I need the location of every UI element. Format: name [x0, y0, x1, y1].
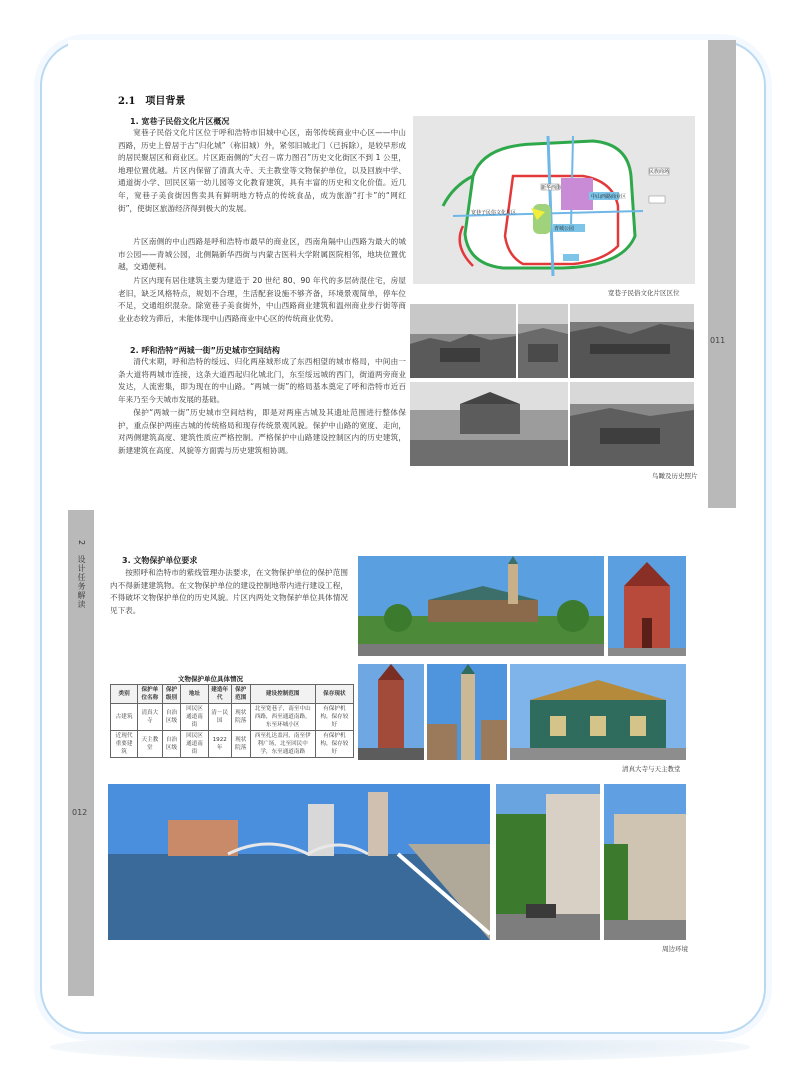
table-header-cell: 保护范围: [231, 685, 250, 704]
table-header-cell: 保护级别: [162, 685, 181, 704]
table-cell: 古建筑: [111, 704, 138, 731]
mosque-facade-photo: [510, 664, 686, 760]
table-cell: 回民区通道南街: [181, 704, 208, 731]
table-row: [111, 704, 354, 731]
surroundings-caption: 周边环境: [662, 945, 688, 953]
historic-photo-1: [410, 304, 516, 378]
table-header-cell: 建设控制范围: [250, 685, 315, 704]
paragraph-1: 宽巷子民俗文化片区位于呼和浩特市旧城中心区，南邻传统商业中心区——中山西路，历史上曾居于古“归化城”（称旧城）外，紧邻旧城北门（已拆除），是较早形成的居民聚居区和商业区。片区距南侧的“大召－席力图召”历史文化街区不到 1 公里，地理位置优越。片区内保留了清真大寺、天主教堂等文物保护单位，以及回族中学、通道街小学、回民区第一幼儿园等文化教育建筑，具有丰富的历史和文化价值。近几年，宽巷子美食街因售卖具有鲜明地方特点的传统食品，成为旅游“打卡”的“网红街”，使街区旅游经济得到极大的发展。: [118, 128, 406, 213]
map-label-north-road: 新华西街: [541, 185, 562, 191]
table-cell: 近现代重要建筑: [111, 731, 138, 758]
historic-photo-5: [570, 382, 694, 466]
table-cell: 清真大寺: [138, 704, 162, 731]
frame-shadow: [50, 1032, 750, 1062]
table-cell: 现状院落: [231, 731, 250, 758]
table-header-cell: 保护单位名称: [138, 685, 162, 704]
table-row: [111, 731, 354, 758]
paragraph-3: 片区内现有居住建筑主要为建造于 20 世纪 80、90 年代的多层砖混住宅，房屋老旧，缺乏风格特点，规划不合理，生活配套设施不够齐备，环境景观简单，停车位不足，交通组织混杂。除宽巷子美食街外，中山西路商业建筑和温州商业步行街等商业业态较为滞后，未能体现中山西路商业中心区的传统商业优势。: [118, 276, 406, 323]
table-cell: 有保护机构，保存较好: [315, 731, 353, 758]
page-number-012: 012: [72, 808, 88, 817]
table-cell: 1922 年: [208, 731, 231, 758]
table-cell: 自治区级: [162, 731, 181, 758]
table-title: 文物保护单位具体情况: [178, 675, 243, 683]
table-cell: 北至宽巷子，南至中山西路，西至通道南路，东至环城小区: [250, 704, 315, 731]
table-cell: 有保护机构，保存较好: [315, 704, 353, 731]
paragraph-2: 片区南侧的中山西路是呼和浩特市最早的商业区，西南角隔中山西路为最大的城市公园——青城公园，北侧隔新华西街与内蒙古医科大学附属医院相邻，地块位置优越，交通便利。: [118, 237, 406, 272]
table-cell: 天主教堂: [138, 731, 162, 758]
paragraph-5: 保护“两城一街”历史城市空间结构，即是对两座古城及其遗址范围进行整体保护，重点保护两座古城的传统格局和现存传统景观风貌。保护中山路的宽度、走向，对两侧建筑高度、建筑性质应严格控制。严格保护中山路建设控制区内的历史建筑，新建建筑在高度、风貌等方面需与历史建筑相协调。: [118, 408, 406, 455]
table-cell: 清－民国: [208, 704, 231, 731]
street-photo: [496, 784, 600, 940]
table-header-cell: 建造年代: [208, 685, 231, 704]
historic-photo-2: [518, 304, 568, 378]
table-header-cell: 保存现状: [315, 685, 353, 704]
table-cell: 西至扎达盖河，南至伊利广场，北至回民中学，东至通道南路: [250, 731, 315, 758]
subheading-3: 3. 文物保护单位要求: [122, 556, 198, 565]
historic-photo-3: [570, 304, 694, 378]
minaret-photo: [427, 664, 507, 760]
page-number-011: 011: [710, 336, 726, 345]
page-011-side-tab: [708, 40, 734, 508]
paragraph-6: 按照呼和浩特市的紫线管理办法要求，在文物保护单位的保护范围内不得新建建筑物。在文物保护单位的建设控制地带内进行建设工程，不得破坏文物保护单位的历史风貌。片区内两处文物保护单位具体情况见下表。: [110, 568, 348, 615]
map-caption: 宽巷子民俗文化片区区位: [608, 289, 680, 297]
paragraph-4: 清代末期，呼和浩特的绥远、归化两座城形成了东西相望的城市格局，中间由一条大道将两城市连接，这条大道西起归化城北门，东至绥远城的西门，街道两旁商业发达，人流密集，即为现在的中山路。“两城一街”的格局基本奠定了呼和浩特市近百年来乃至今天城市发展的基础。: [118, 357, 406, 404]
church-photo: [608, 556, 686, 656]
chapter-side-label: 2 设计任务解读: [77, 540, 86, 610]
table-header-cell: 类别: [111, 685, 138, 704]
table-cell: 自治区级: [162, 704, 181, 731]
map-label-commercial: 中山西路商业区: [591, 194, 627, 200]
location-map: [413, 116, 695, 284]
heritage-table: [110, 684, 354, 758]
table-header-row: [111, 685, 354, 704]
table-cell: 现状院落: [231, 704, 250, 731]
mosque-courtyard-photo: [358, 556, 604, 656]
table-header-cell: 地址: [181, 685, 208, 704]
map-label-east: 民族商场: [649, 169, 670, 175]
photos-caption: 鸟瞰及历史照片: [652, 472, 698, 480]
building-photo: [604, 784, 686, 940]
church-tower-photo: [358, 664, 424, 760]
subheading-1: 1. 宽巷子民俗文化片区概况: [130, 117, 230, 126]
map-label-site: 宽巷子民俗文化片区: [471, 210, 517, 216]
mosque-caption: 清真大寺与天主教堂: [622, 765, 681, 773]
river-photo: [108, 784, 490, 940]
subheading-2: 2. 呼和浩特“两城一街”历史城市空间结构: [130, 346, 280, 355]
historic-photo-4: [410, 382, 568, 466]
map-label-park: 青城公园: [554, 226, 575, 232]
section-heading: 2.1 项目背景: [118, 96, 186, 107]
table-cell: 回民区通道南街: [181, 731, 208, 758]
